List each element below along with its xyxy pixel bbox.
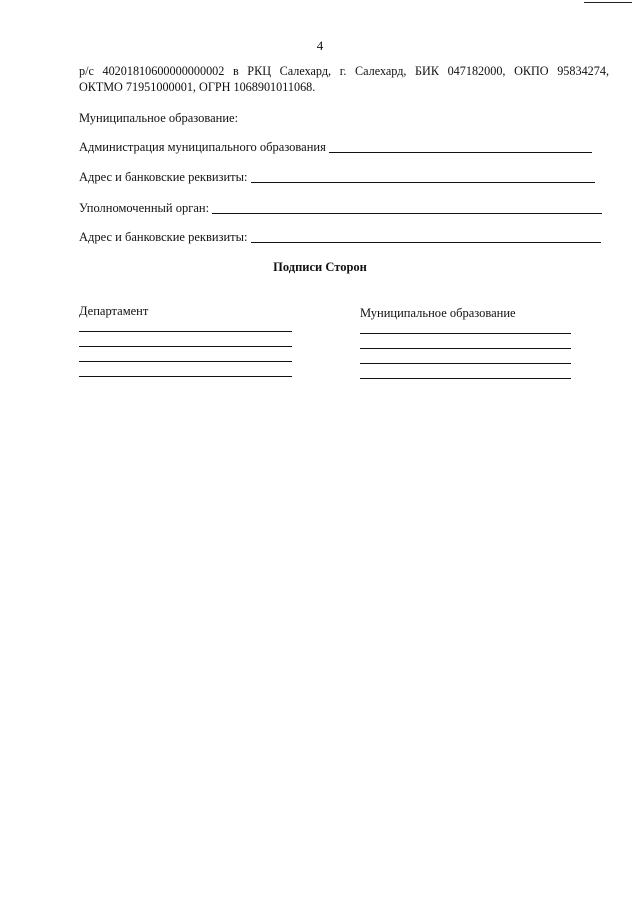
municipal-signature-line-4 — [360, 378, 571, 379]
administration-row — [79, 139, 592, 155]
address-requisites-label-2: Адрес и банковские реквизиты: — [79, 230, 248, 244]
authorized-body-label: Уполномоченный орган: — [79, 201, 210, 215]
department-signature-line-3 — [79, 361, 292, 362]
bank-requisites-paragraph — [79, 63, 609, 95]
municipal-entity-label: Муниципальное образование: — [79, 111, 239, 125]
authorized-body-blank-line — [212, 201, 602, 214]
department-signature-line-2 — [79, 346, 292, 347]
top-corner-rule — [584, 2, 632, 3]
address-requisites-row-2 — [79, 229, 601, 245]
address-requisites-label-1: Адрес и банковские реквизиты: — [79, 170, 248, 184]
authorized-body-row — [79, 200, 602, 216]
page-number: 4 — [316, 38, 324, 53]
address-requisites-blank-line-2 — [251, 230, 601, 243]
address-requisites-row-1 — [79, 169, 595, 185]
requisites-line-2: ОКТМО 71951000001, ОГРН 1068901011068. — [79, 80, 316, 94]
requisites-line-1: р/с 40201810600000000002 в РКЦ Салехард, г. Салехард, БИК 047182000, ОКПО 95834274, — [79, 64, 609, 78]
municipal-signature-line-1 — [360, 333, 571, 334]
address-requisites-blank-line-1 — [251, 170, 595, 183]
administration-blank-line — [329, 140, 592, 153]
municipal-signature-label: Муниципальное образование — [360, 306, 516, 320]
department-signature-line-1 — [79, 331, 292, 332]
department-signature-label: Департамент — [79, 304, 149, 318]
administration-label: Администрация муниципального образования — [79, 140, 326, 154]
department-signature-line-4 — [79, 376, 292, 377]
municipal-entity-heading — [79, 110, 241, 126]
signatures-heading: Подписи Сторон — [273, 260, 367, 274]
municipal-signature-line-2 — [360, 348, 571, 349]
municipal-signature-line-3 — [360, 363, 571, 364]
